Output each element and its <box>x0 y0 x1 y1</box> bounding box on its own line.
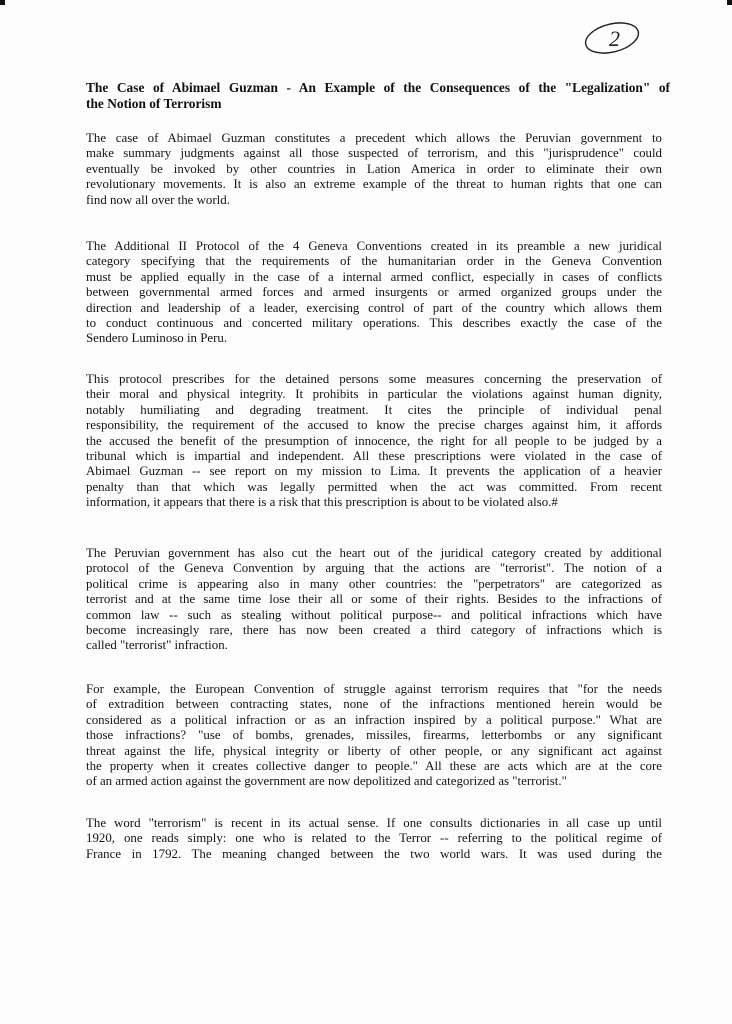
text-line: to conduct continuous and concerted military operations. This describes exactly the case of the <box>86 316 662 331</box>
page-number-digit: 2 <box>609 26 620 51</box>
text-line: The case of Abimael Guzman constitutes a precedent which allows the Peruvian government to <box>86 131 662 145</box>
text-line: The word "terrorism" is recent in its actual sense. If one consults dictionaries in all case up until <box>86 816 662 830</box>
text-line: their moral and physical integrity. It prohibits in particular the violations against human dignity, <box>86 387 662 402</box>
paragraph-guzman-precedent <box>86 131 662 208</box>
title-line: the Notion of Terrorism <box>86 96 222 111</box>
text-line: tribunal which is impartial and independent. All these prescriptions were violated in the case of <box>86 449 662 464</box>
text-line: The Additional II Protocol of the 4 Geneva Conventions created in its preamble a new juridical <box>86 239 662 253</box>
text-line: the property when it creates collective danger to people." All these are acts which are at the core <box>86 759 662 774</box>
document-title <box>86 80 670 112</box>
text-line: between governmental armed forces and armed insurgents or armed organized groups under the <box>86 285 662 300</box>
paragraph-political-crime <box>86 546 662 654</box>
paragraph-european-convention <box>86 682 662 790</box>
text-line: France in 1792. The meaning changed between the two world wars. It was used during the <box>86 846 662 861</box>
text-line: penalty than that which was legally permitted when the act was committed. From recent <box>86 479 662 494</box>
text-line: direction and leadership of a leader, exercising control of part of the country which allows them <box>86 300 662 315</box>
text-line: responsibility, the requirement of the accused to know the precise charges against him, it affords <box>86 418 662 433</box>
handwritten-page-number <box>576 14 646 60</box>
text-line: terrorist and at the same time lose their all or some of their rights. Besides to the infractions of <box>86 592 662 607</box>
text-line: category specifying that the requirements of the humanitarian order in the Geneva Convention <box>86 254 662 269</box>
text-line: of extradition between contracting states, none of the infractions mentioned herein would be <box>86 697 662 712</box>
text-line: eventually be invoked by other countries in Lation America in order to eliminate their own <box>86 161 662 176</box>
scan-corner-mark-left <box>0 0 5 5</box>
text-line: become increasingly rare, there has now been created a third category of infractions which is <box>86 623 662 638</box>
text-line: find now all over the world. <box>86 192 230 207</box>
text-line: 1920, one reads simply: one who is related to the Terror -- referring to the political regime of <box>86 831 662 846</box>
text-line: Abimael Guzman -- see report on my mission to Lima. It prevents the application of a heavier <box>86 464 662 479</box>
text-line: threat against the life, physical integrity or liberty of other people, or any significant act against <box>86 743 662 758</box>
text-line: considered as a political infraction or as an infraction inspired by a political purpose." What are <box>86 712 662 727</box>
title-line: The Case of Abimael Guzman - An Example of the Consequences of the "Legalization" of <box>86 80 670 95</box>
text-line: notably humiliating and degrading treatment. It cites the principle of individual penal <box>86 402 662 417</box>
text-line: For example, the European Convention of struggle against terrorism requires that "for the needs <box>86 682 662 696</box>
text-line: the accused the benefit of the presumption of innocence, the right for all people to be judged by a <box>86 433 662 448</box>
text-line: of an armed action against the government are now depolitized and categorized as "terrorist." <box>86 774 567 789</box>
text-line: make summary judgments against all those suspected of terrorism, and this "jurisprudence" could <box>86 146 662 161</box>
text-line: called "terrorist" infraction. <box>86 638 228 653</box>
text-line: Sendero Luminoso in Peru. <box>86 331 228 346</box>
paragraph-detained-persons <box>86 372 662 511</box>
scan-corner-mark-right <box>727 0 732 5</box>
text-line: This protocol prescribes for the detained persons some measures concerning the preservation of <box>86 372 662 386</box>
text-line: revolutionary movements. It is also an extreme example of the threat to human rights that one can <box>86 177 662 192</box>
text-line: must be applied equally in the case of a internal armed conflict, especially in cases of conflicts <box>86 269 662 284</box>
text-line: information, it appears that there is a risk that this prescription is about to be violated also.# <box>86 495 558 510</box>
text-line: those infractions? "use of bombs, grenades, missiles, firearms, letterbombs or any significant <box>86 728 662 743</box>
paragraph-word-terrorism <box>86 816 662 862</box>
text-line: common law -- such as stealing without political purpose-- and political infractions which have <box>86 607 662 622</box>
text-line: The Peruvian government has also cut the heart out of the juridical category created by additional <box>86 546 662 560</box>
text-line: protocol of the Geneva Convention by arguing that the actions are "terrorist". The notion of a <box>86 561 662 576</box>
paragraph-geneva-protocol <box>86 239 662 347</box>
text-line: political crime is appearing also in many other countries: the "perpetrators" are categorized as <box>86 576 662 591</box>
